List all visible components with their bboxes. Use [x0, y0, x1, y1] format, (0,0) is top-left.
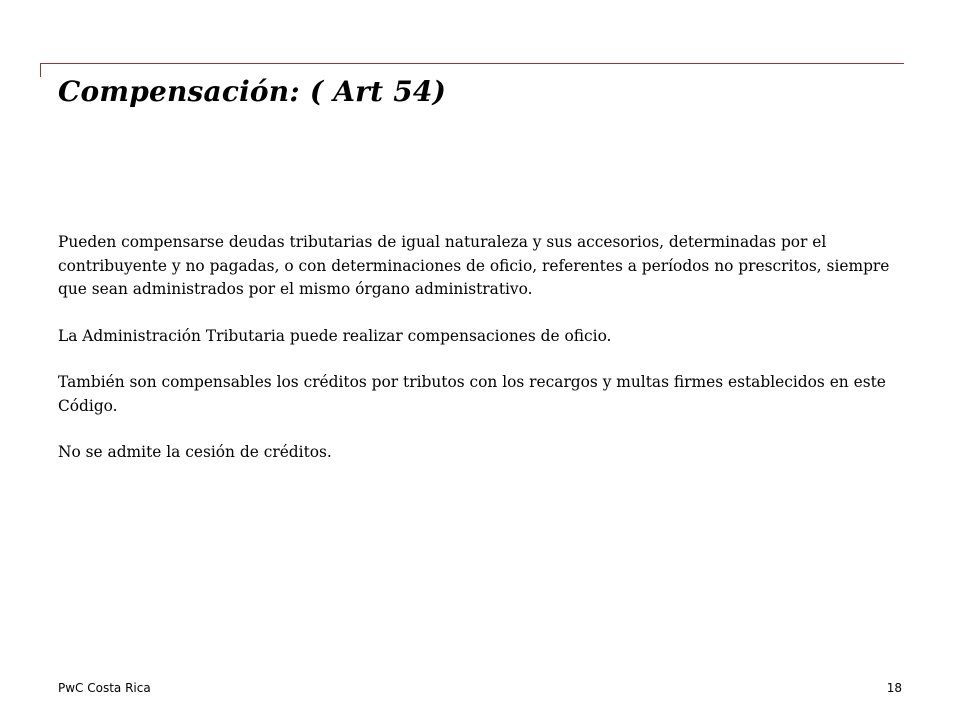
footer-page-number: 18	[886, 681, 902, 695]
top-rule-corner-tick	[40, 63, 41, 77]
body-paragraph-compensation-rule: Pueden compensarse deudas tributarias de igual naturaleza y sus accesorios, determinadas por el contribuyente y no pagadas, o con determinaciones de oficio, referentes a períodos no prescritos, siempre que sean administrados por el mismo órgano administrativo.	[58, 233, 890, 298]
slide-body	[58, 231, 898, 465]
body-paragraph-compensable-credits: También son compensables los créditos por tributos con los recargos y multas firmes establecidos en este Código.	[58, 373, 886, 415]
top-rule-line	[40, 63, 904, 64]
footer-company: PwC Costa Rica	[58, 681, 151, 695]
body-paragraph-ex-officio: La Administración Tributaria puede realizar compensaciones de oficio.	[58, 326, 612, 345]
slide-title: Compensación: ( Art 54)	[58, 75, 447, 108]
body-paragraph-no-assignment: No se admite la cesión de créditos.	[58, 443, 332, 461]
